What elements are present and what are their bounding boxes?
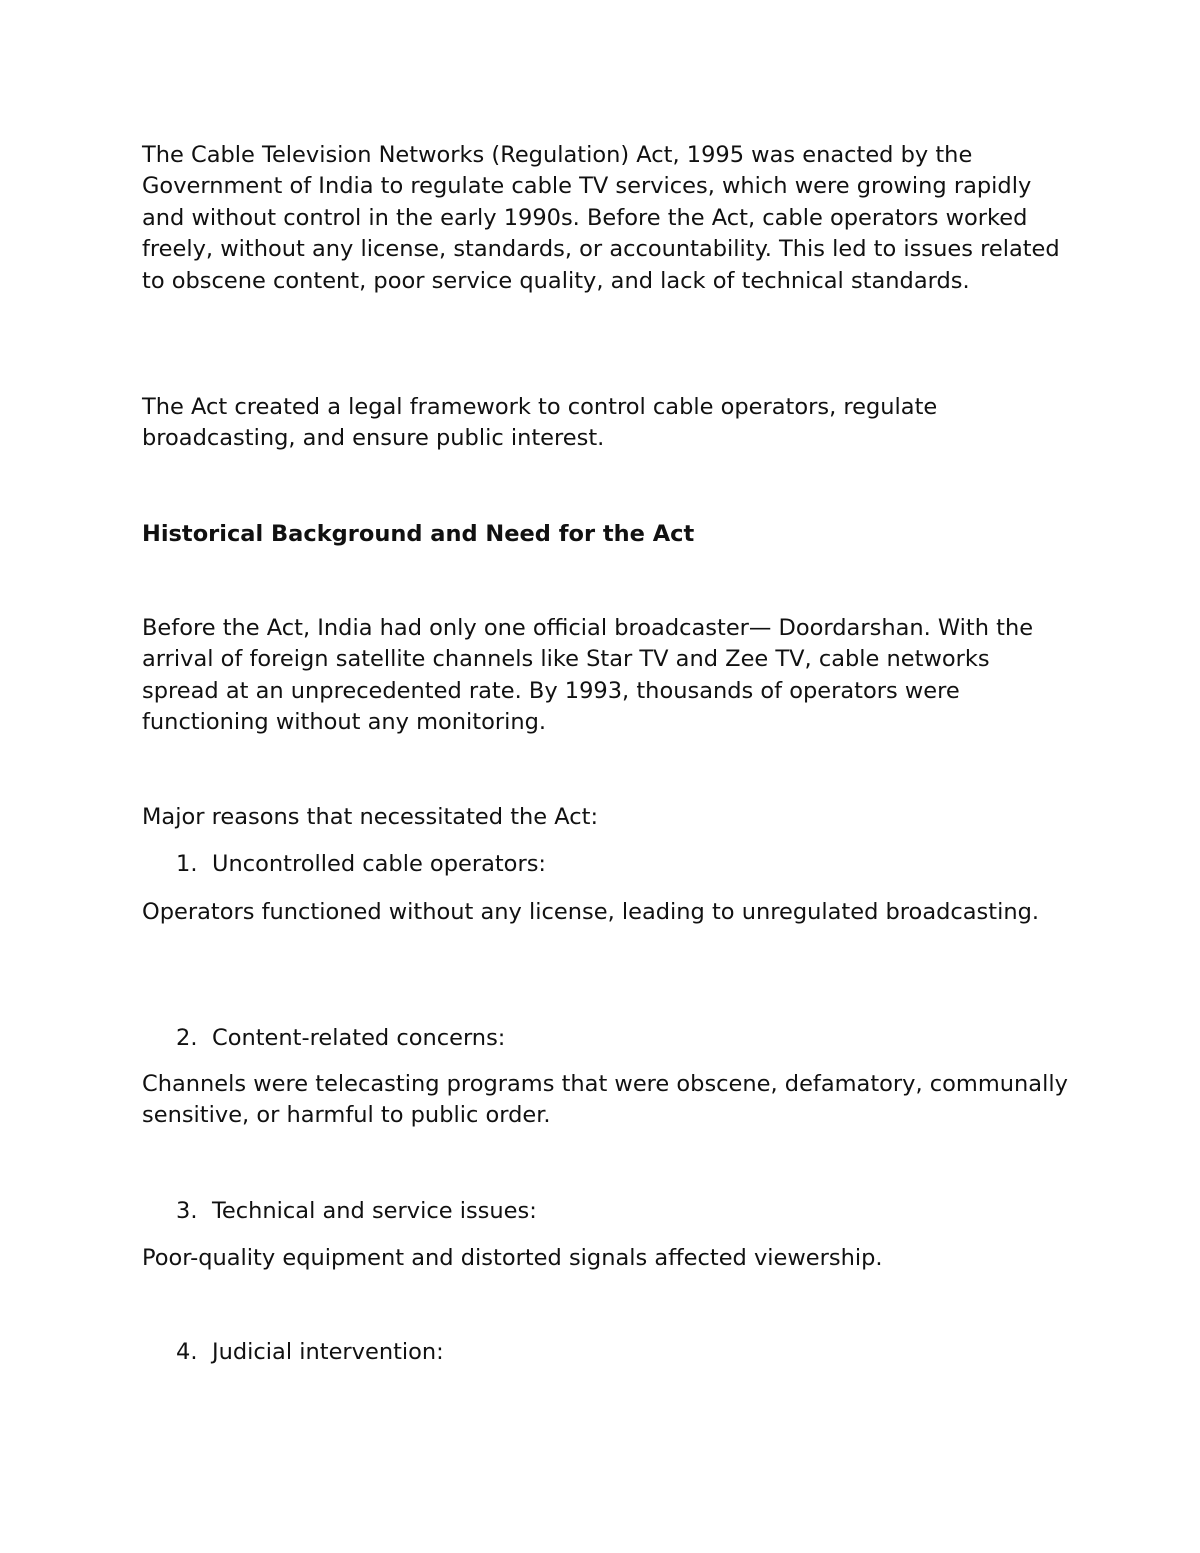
list-item-title: Uncontrolled cable operators: — [212, 851, 547, 877]
list-item-title: Technical and service issues: — [212, 1198, 537, 1224]
list-item-1 — [176, 849, 546, 880]
list-item-title: Content-related concerns: — [212, 1025, 506, 1051]
section-heading: Historical Background and Need for the Act — [142, 521, 695, 547]
framework-paragraph: The Act created a legal framework to control cable operators, regulate broadcasting, and ensure public interest. — [142, 394, 938, 452]
intro-paragraph: The Cable Television Networks (Regulation) Act, 1995 was enacted by the Government of India to regulate cable TV services, which were growing rapidly and without control in the early 1990s. Before the Act, cable operators worked freely, without any license, standards, or accountability. This led to issues related to obscene content, poor service quality, and lack of technical standards. — [142, 142, 1060, 294]
list-item-description: Channels were telecasting programs that were obscene, defamatory, communally sensitive, or harmful to public order. — [142, 1071, 1068, 1129]
list-number: 2. — [176, 1025, 198, 1051]
list-item-2 — [176, 1023, 505, 1054]
list-number: 4. — [176, 1339, 198, 1365]
list-item-description: Poor-quality equipment and distorted signals affected viewership. — [142, 1245, 883, 1271]
reasons-intro: Major reasons that necessitated the Act: — [142, 804, 599, 830]
list-number: 1. — [176, 851, 198, 877]
list-item-title: Judicial intervention: — [212, 1339, 444, 1365]
list-number: 3. — [176, 1198, 198, 1224]
list-item-4 — [176, 1337, 444, 1368]
list-item-3 — [176, 1196, 537, 1227]
background-paragraph: Before the Act, India had only one official broadcaster— Doordarshan. With the arrival of foreign satellite channels like Star TV and Zee TV, cable networks spread at an unprecedented rate. By 1993, thousands of operators were functioning without any monitoring. — [142, 615, 1034, 736]
list-item-description: Operators functioned without any license, leading to unregulated broadcasting. — [142, 899, 1040, 925]
